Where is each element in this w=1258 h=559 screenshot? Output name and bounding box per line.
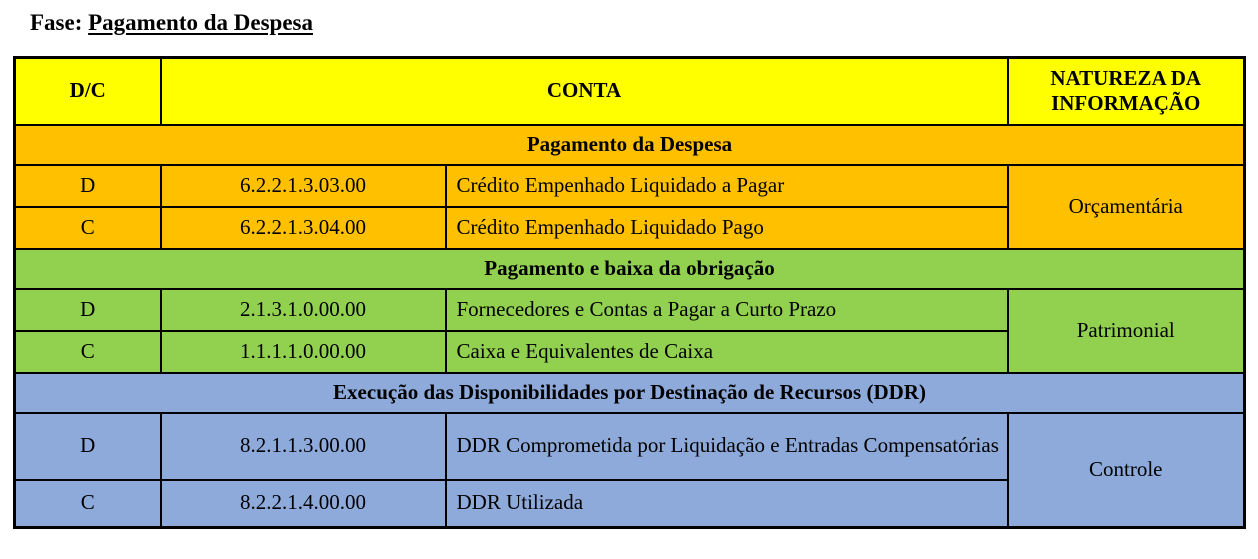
natureza-cell: Orçamentária (1008, 165, 1245, 249)
table-header-row (15, 58, 1245, 125)
section-title: Pagamento e baixa da obrigação (15, 249, 1245, 289)
account-desc-cell: DDR Comprometida por Liquidação e Entradas Compensatórias (446, 413, 1008, 480)
header-natureza: NATUREZA DA INFORMAÇÃO (1008, 58, 1245, 125)
header-conta: CONTA (161, 58, 1008, 125)
account-desc-cell: DDR Utilizada (446, 480, 1008, 528)
accounting-entries-table (13, 56, 1246, 529)
account-desc-cell: Fornecedores e Contas a Pagar a Curto Prazo (446, 289, 1008, 331)
table-row (15, 413, 1245, 480)
dc-cell: C (15, 207, 161, 249)
account-code-cell: 8.2.1.1.3.00.00 (161, 413, 446, 480)
page-title-prefix: Fase: (30, 10, 83, 35)
dc-cell: D (15, 289, 161, 331)
dc-cell: D (15, 413, 161, 480)
natureza-cell: Controle (1008, 413, 1245, 528)
dc-cell: D (15, 165, 161, 207)
account-code-cell: 1.1.1.1.0.00.00 (161, 331, 446, 373)
section-title: Execução das Disponibilidades por Destinação de Recursos (DDR) (15, 373, 1245, 413)
dc-cell: C (15, 331, 161, 373)
account-desc-cell: Crédito Empenhado Liquidado a Pagar (446, 165, 1008, 207)
section-header-row-baixa-obrigacao (15, 249, 1245, 289)
account-desc-cell: Caixa e Equivalentes de Caixa (446, 331, 1008, 373)
page-title-phase: Pagamento da Despesa (88, 10, 314, 35)
section-title: Pagamento da Despesa (15, 125, 1245, 165)
account-code-cell: 8.2.2.1.4.00.00 (161, 480, 446, 528)
header-dc: D/C (15, 58, 161, 125)
section-header-row-ddr (15, 373, 1245, 413)
natureza-cell: Patrimonial (1008, 289, 1245, 373)
account-code-cell: 2.1.3.1.0.00.00 (161, 289, 446, 331)
table-row (15, 289, 1245, 331)
account-desc-cell: Crédito Empenhado Liquidado Pago (446, 207, 1008, 249)
account-code-cell: 6.2.2.1.3.03.00 (161, 165, 446, 207)
dc-cell: C (15, 480, 161, 528)
page-title (30, 10, 1258, 36)
account-code-cell: 6.2.2.1.3.04.00 (161, 207, 446, 249)
section-header-row-pagamento-despesa (15, 125, 1245, 165)
table-row (15, 165, 1245, 207)
